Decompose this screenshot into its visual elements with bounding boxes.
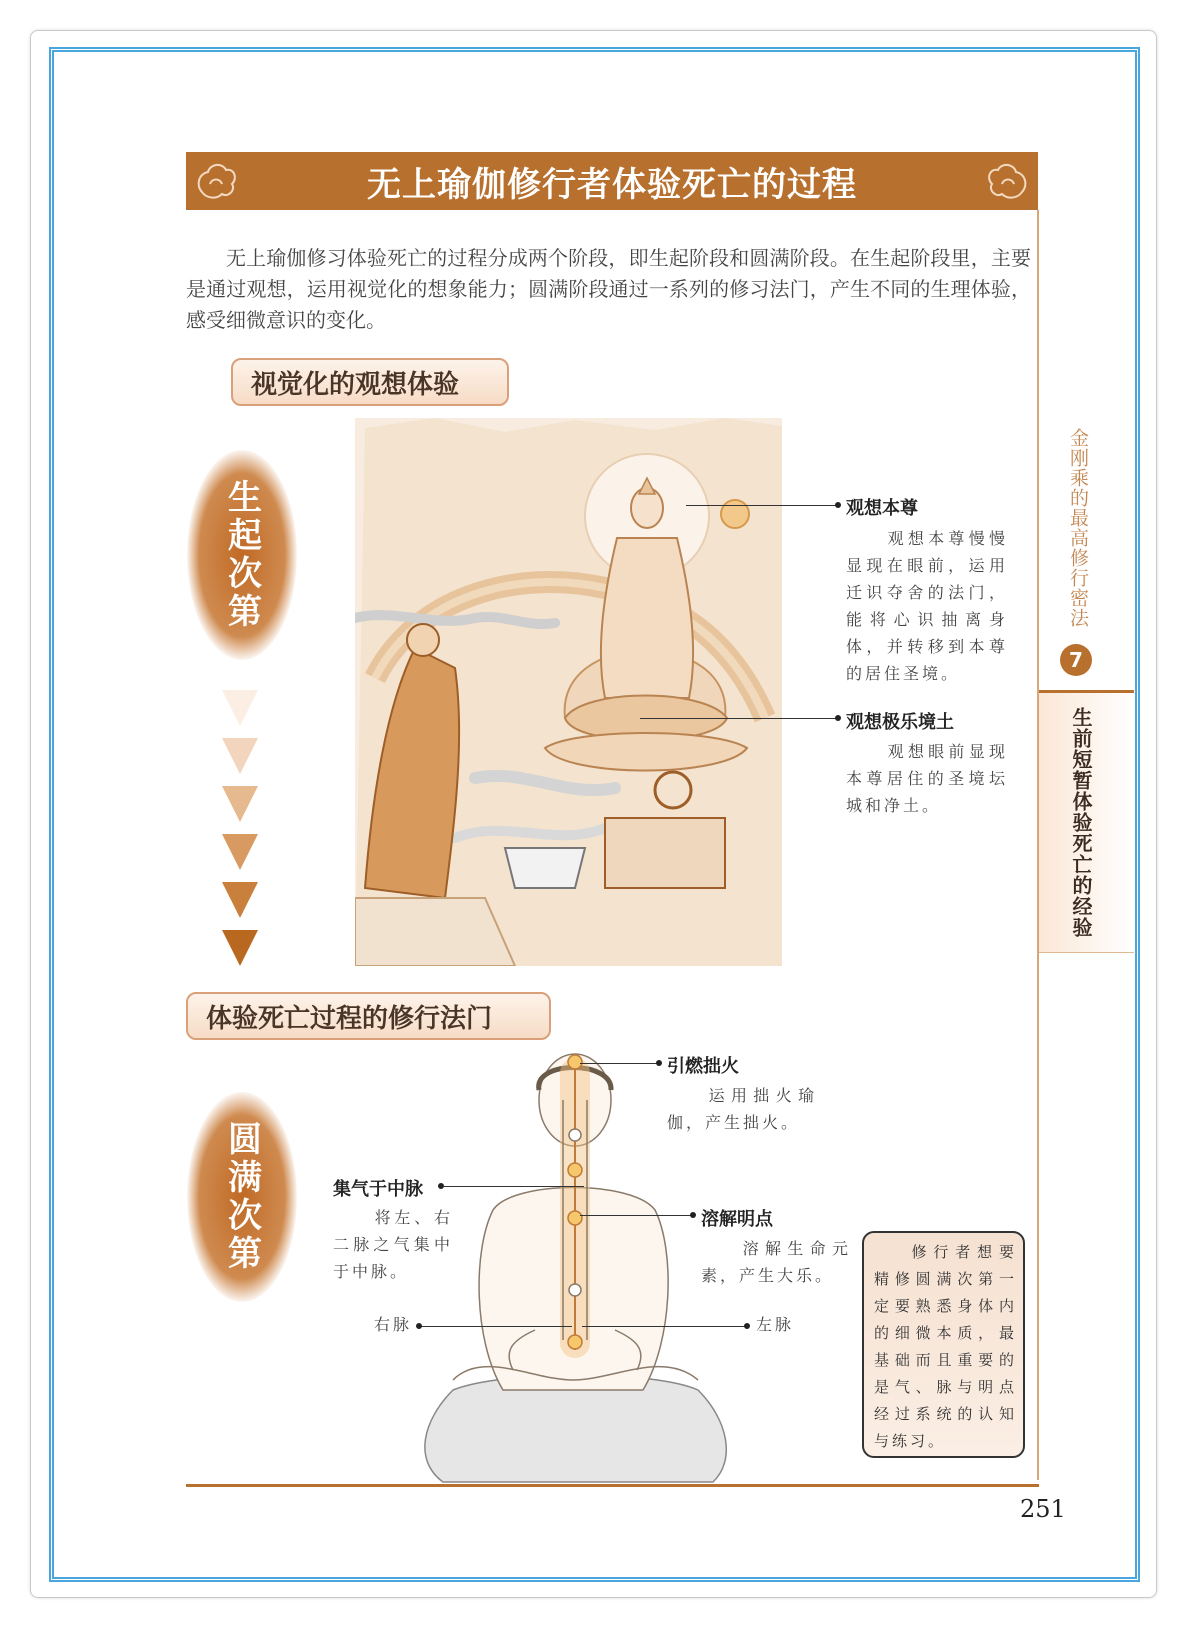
stage-label: 圆满次第 [221,1121,262,1273]
stage-label: 生起次第 [221,479,262,631]
callout-title-ignite-tummo: 引燃拙火 [667,1056,739,1077]
practice-note-text: 修行者想要精修圆满次第一定要熟悉身体内的细微本质，最基础而且重要的是气、脉与明点经过系统的认知与练习。 [874,1243,1017,1450]
callout-dot [835,502,841,508]
callout-text-ignite-tummo: 运用拙火瑜伽，产生拙火。 [667,1086,817,1132]
down-arrow-icon [222,882,258,918]
callout-dot [438,1183,444,1189]
callout-leader [420,1326,572,1327]
callout-title-pure-land: 观想极乐境土 [846,712,954,733]
down-arrow-icon [222,786,258,822]
callout-dot [690,1212,696,1218]
section-heading-visualization: 视觉化的观想体验 [231,358,509,406]
stage-badge-completion [187,1092,297,1302]
callout-leader [582,1326,746,1327]
part-title-vertical: 金刚乘的最高修行密法 [1067,428,1089,628]
callout-text-visualize-deity: 观想本尊慢慢显现在眼前，运用迁识夺舍的法门，能将心识抽离身体，并转移到本尊的居住圣境。 [846,529,1008,683]
callout-dot [835,715,841,721]
callout-leader [640,718,836,719]
footer-rule [186,1484,1039,1487]
progress-arrows [222,690,262,978]
callout-leader [686,505,836,506]
callout-dot [416,1323,422,1329]
chapter-number-badge: 7 [1060,644,1092,676]
callout-text-dissolve-bindu: 溶解生命元素，产生大乐。 [701,1239,851,1285]
callout-title-dissolve-bindu: 溶解明点 [701,1209,773,1230]
down-arrow-icon [222,690,258,726]
intro-paragraph: 无上瑜伽修习体验死亡的过程分成两个阶段，即生起阶段和圆满阶段。在生起阶段里，主要是通过观想，运用视觉化的想象能力；圆满阶段通过一系列的修习法门，产生不同的生理体验，感受细微意识的变化。 [186,246,1031,332]
label-left-channel: 左脉 [756,1315,795,1334]
stage-badge-generation [187,450,297,660]
callout-leader [580,1215,692,1216]
callout-title-gather-central-channel: 集气于中脉 [333,1179,423,1200]
down-arrow-icon [222,738,258,774]
cloud-ornament-icon [984,158,1030,204]
label-right-channel: 右脉 [374,1315,413,1334]
callout-text-pure-land: 观想眼前显现本尊居住的圣境坛城和净土。 [846,742,1008,815]
callout-leader [580,1063,658,1064]
callout-title-visualize-deity: 观想本尊 [846,498,918,519]
page-number: 251 [1020,1495,1066,1523]
down-arrow-icon [222,834,258,870]
down-arrow-icon [222,930,258,966]
title-banner [186,152,1038,210]
callout-text-gather-central-channel: 将左、右二脉之气集中于中脉。 [333,1208,453,1281]
page-title: 无上瑜伽修行者体验死亡的过程 [367,164,857,205]
chapter-tab [1039,690,1134,953]
callout-leader [444,1186,584,1187]
deity-visualization-illustration [355,418,782,966]
practice-note-box [862,1231,1025,1458]
callout-dot [656,1060,662,1066]
section-heading-practice-methods: 体验死亡过程的修行法门 [186,992,551,1040]
cloud-ornament-icon [194,158,240,204]
callout-dot [744,1323,750,1329]
chapter-title-vertical: 生前短暂体验死亡的经验 [1069,707,1093,938]
